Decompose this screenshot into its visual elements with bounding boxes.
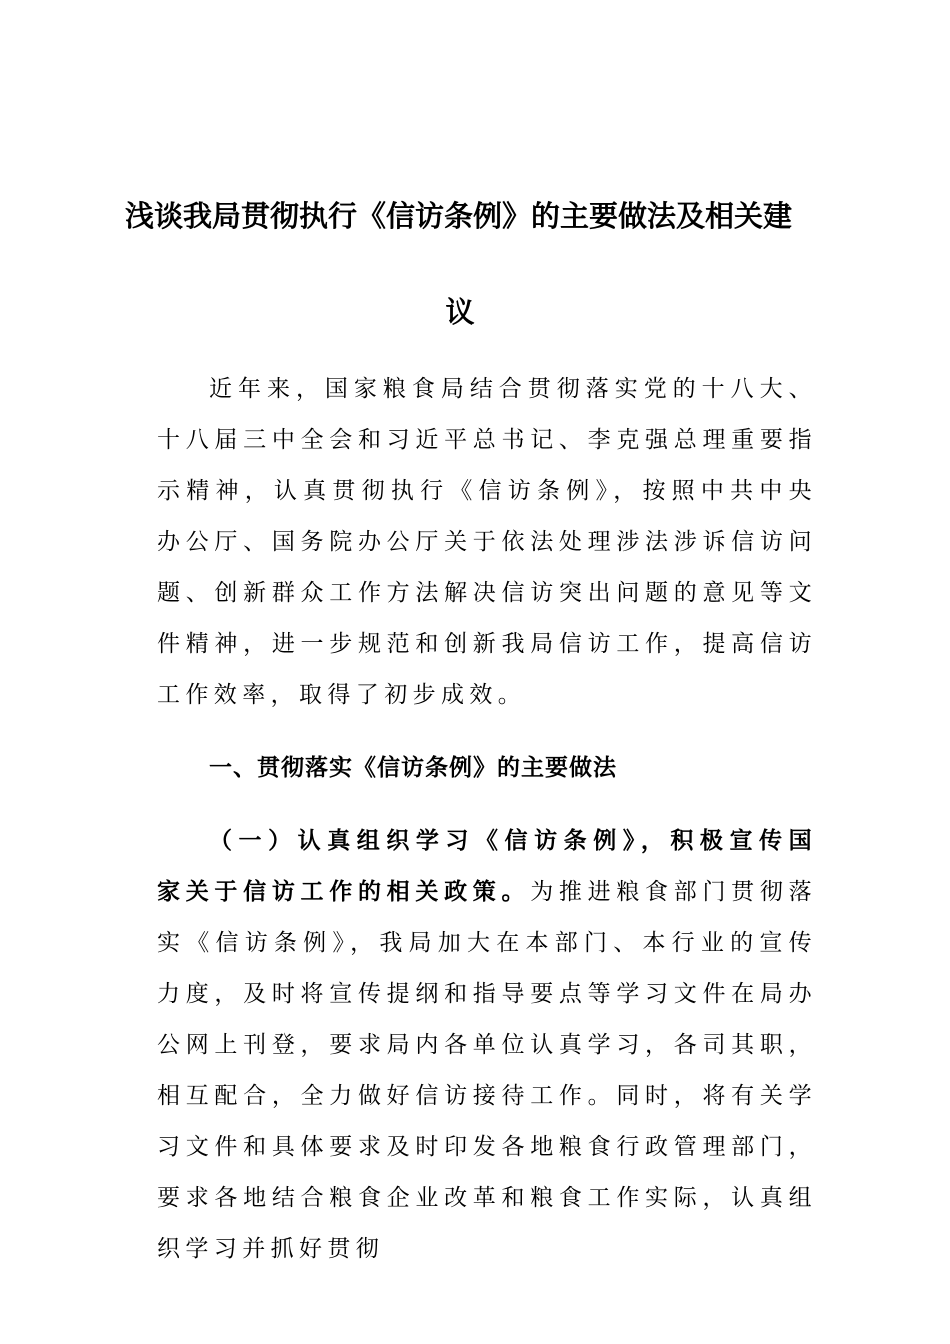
document-body: [157, 364, 817, 1275]
section-heading-1: 一、贯彻落实《信访条例》的主要做法: [209, 755, 617, 781]
intro-paragraph: 近年来，国家粮食局结合贯彻落实党的十八大、十八届三中全会和习近平总书记、李克强总理重要指示精神，认真贯彻执行《信访条例》，按照中共中央办公厅、国务院办公厅关于依法处理涉法涉诉信访问题、创新群众工作方法解决信访突出问题的意见等文件精神，进一步规范和创新我局信访工作，提高信访工作效率，取得了初步成效。: [157, 376, 817, 708]
subsection-lead: （一）认真组织学习《信访条例》，积极宣传国家关于信访工作的相关政策。: [157, 828, 817, 905]
document-title: [125, 168, 815, 360]
title-line-1: 浅谈我局贯彻执行《信访条例》的主要做法及相关建: [125, 199, 793, 233]
title-line-2: 议: [445, 295, 475, 329]
subsection-paragraph-1: [157, 816, 817, 1275]
subsection-body: 为推进粮食部门贯彻落实《信访条例》，我局加大在本部门、本行业的宣传力度，及时将宣传提纲和指导要点等学习文件在局办公网上刊登，要求局内各单位认真学习，各司其职，相互配合，全力做好信访接待工作。同时，将有关学习文件和具体要求及时印发各地粮食行政管理部门，要求各地结合粮食企业改革和粮食工作实际，认真组织学习并抓好贯彻: [157, 879, 817, 1262]
